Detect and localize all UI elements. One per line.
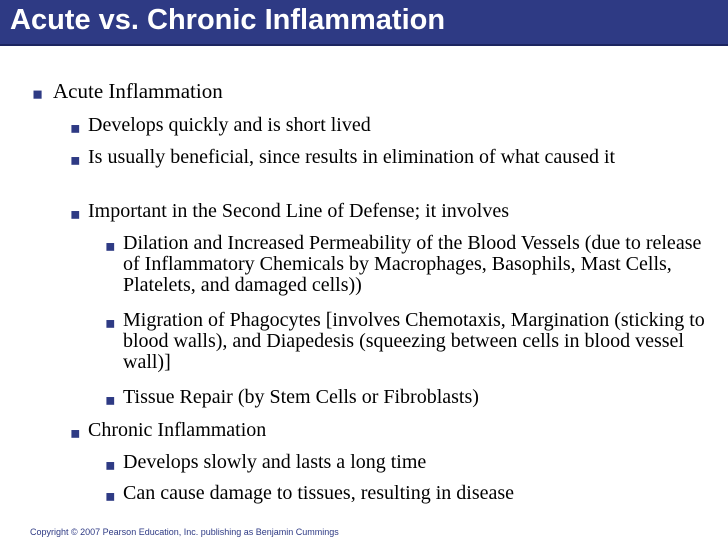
square-bullet-icon: ▪	[70, 205, 81, 223]
bullet-text: Acute Inflammation	[53, 79, 223, 103]
bullet-text: Important in the Second Line of Defense; it involves	[88, 200, 510, 222]
bullet-text: Dilation and Increased Permeability of the Blood Vessels (due to release of Inflammatory Chemicals by Macrophages, Basophils, Mast Cells, Platelets, and damaged cells))	[123, 232, 702, 296]
square-bullet-icon: ▪	[70, 424, 81, 442]
bullet-text: Develops slowly and lasts a long time	[123, 451, 427, 473]
square-bullet-icon: ▪	[105, 314, 116, 332]
square-bullet-icon: ▪	[105, 456, 116, 474]
bullet-develops-quickly	[70, 115, 710, 136]
square-bullet-icon: ▪	[105, 391, 116, 409]
square-bullet-icon: ▪	[105, 487, 116, 505]
bullet-text: Is usually beneficial, since results in elimination of what caused it	[88, 146, 616, 168]
bullet-tissue-damage	[105, 483, 705, 504]
bullet-text: Chronic Inflammation	[88, 419, 267, 441]
bullet-dilation-permeability	[105, 233, 705, 296]
square-bullet-icon: ▪	[70, 119, 81, 137]
bullet-migration-phagocytes	[105, 310, 705, 373]
slide-title: Acute vs. Chronic Inflammation	[10, 4, 446, 36]
copyright-notice: Copyright © 2007 Pearson Education, Inc. publishing as Benjamin Cummings	[30, 527, 339, 537]
bullet-text: Develops quickly and is short lived	[88, 114, 371, 136]
square-bullet-icon: ▪	[105, 237, 116, 255]
bullet-tissue-repair	[105, 387, 705, 408]
bullet-chronic-inflammation	[70, 420, 710, 441]
bullet-text: Migration of Phagocytes [involves Chemotaxis, Margination (sticking to blood walls), and Diapedesis (squeezing between cells in blood vessel wall)]	[123, 309, 705, 373]
bullet-text: Tissue Repair (by Stem Cells or Fibroblasts)	[123, 386, 479, 408]
square-bullet-icon: ▪	[70, 151, 81, 169]
bullet-acute-inflammation	[32, 79, 712, 103]
bullet-second-line-of-defense	[70, 201, 710, 222]
bullet-usually-beneficial	[70, 147, 690, 168]
bullet-text: Can cause damage to tissues, resulting in disease	[123, 482, 515, 504]
square-bullet-icon: ▪	[32, 84, 44, 103]
bullet-develops-slowly	[105, 452, 705, 473]
